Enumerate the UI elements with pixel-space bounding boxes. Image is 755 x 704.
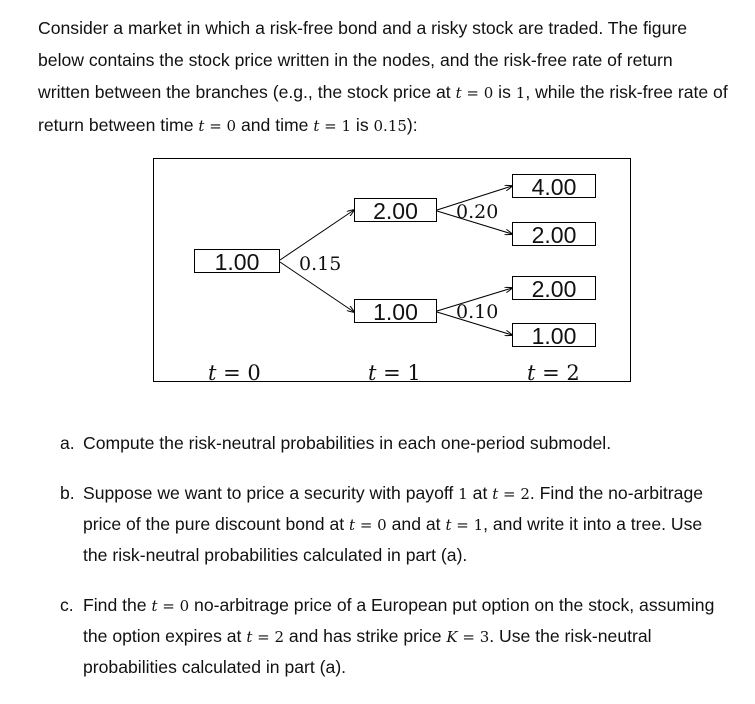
time-label-0	[208, 362, 261, 384]
math-var: t	[492, 485, 499, 503]
math-num: 1	[515, 84, 526, 102]
question-text: , and write it into a tree. Use the risk-neutral probabilities calculated in part (a).	[83, 514, 703, 565]
math-num: 1	[458, 485, 468, 503]
math-var: t	[455, 84, 462, 102]
question-label: b.	[60, 483, 75, 503]
math-var: t	[246, 628, 253, 646]
question-text: . Find the no-arbitrage price of the pure discount bond at	[83, 483, 704, 534]
math-eq: = 0	[204, 117, 237, 135]
math-eq: = 1	[451, 516, 484, 534]
math-num: 0.15	[373, 117, 407, 135]
rate-root: 0.15	[299, 253, 342, 275]
math-eq: = 0	[355, 516, 387, 534]
time-eq: = 1	[376, 361, 421, 385]
question-text: and has strike price	[284, 626, 447, 646]
math-eq: = 0	[157, 597, 190, 615]
math-eq: = 0	[461, 84, 494, 102]
question-label: a.	[60, 433, 75, 453]
time-eq: = 0	[216, 361, 261, 385]
question-text: and at	[386, 514, 446, 534]
time-var: t	[368, 361, 377, 385]
node-root: 1.00	[194, 249, 280, 273]
node-down: 1.00	[354, 299, 437, 323]
math-eq: = 2	[252, 628, 285, 646]
question-text: at	[467, 483, 493, 503]
question-list	[60, 428, 730, 696]
intro-text: , while the risk-free rate of return between time	[38, 82, 728, 135]
math-var: t	[198, 117, 205, 135]
question-b	[60, 478, 730, 570]
time-label-1	[368, 362, 421, 384]
intro-text: Consider a market in which a risk-free bond and a risky stock are traded. The figure below contains the stock price written in the nodes, and the risk-free rate of return written between the branches (e.g., the stock price at	[38, 18, 687, 102]
question-label: c.	[60, 595, 74, 615]
rate-up: 0.20	[456, 201, 499, 223]
math-var: t	[445, 516, 452, 534]
math-eq: = 3	[457, 628, 490, 646]
question-text: no-arbitrage price of a European put option on the stock, assuming the option expires at	[83, 595, 715, 646]
node-up: 2.00	[354, 198, 437, 222]
intro-text: ):	[406, 115, 418, 135]
math-var: K	[446, 628, 458, 646]
time-var: t	[527, 361, 536, 385]
question-a	[60, 428, 730, 458]
math-eq: = 1	[319, 117, 352, 135]
time-var: t	[208, 361, 217, 385]
math-var: t	[349, 516, 356, 534]
time-eq: = 2	[535, 361, 580, 385]
rate-down: 0.10	[456, 301, 499, 323]
time-label-2	[527, 362, 580, 384]
math-var: t	[151, 597, 158, 615]
math-var: t	[313, 117, 320, 135]
node-up-down: 2.00	[512, 222, 596, 246]
question-text: . Use the risk-neutral probabilities calculated in part (a).	[83, 626, 652, 677]
question-c	[60, 590, 730, 682]
math-eq: = 2	[498, 485, 530, 503]
intro-text: is	[493, 82, 516, 102]
node-up-up: 4.00	[512, 174, 596, 198]
intro-text: and time	[236, 115, 314, 135]
question-text: Find the	[83, 595, 152, 615]
question-text: Suppose we want to price a security with payoff	[83, 483, 459, 503]
node-down-up: 2.00	[512, 276, 596, 300]
intro-text: is	[351, 115, 374, 135]
question-text: Compute the risk-neutral probabilities in each one-period submodel.	[83, 433, 612, 453]
node-down-down: 1.00	[512, 323, 596, 347]
